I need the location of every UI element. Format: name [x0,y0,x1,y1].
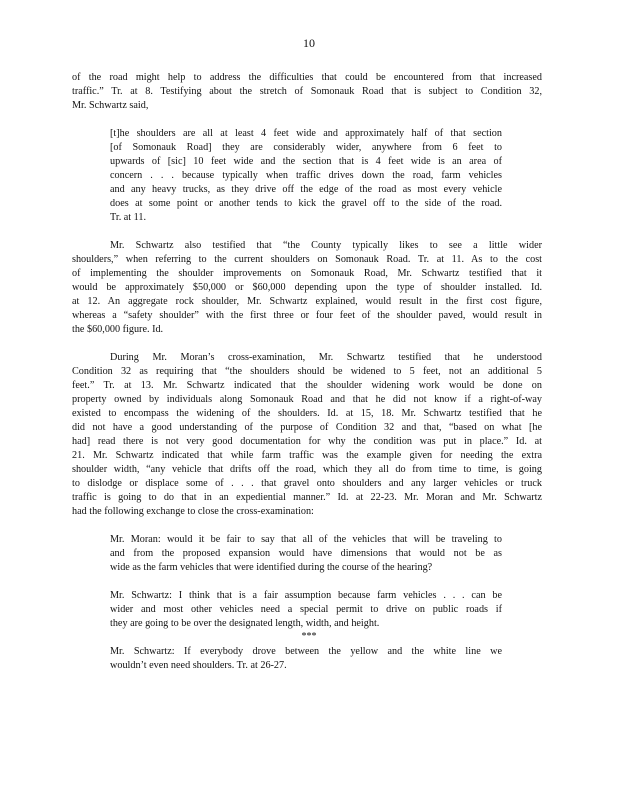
page-number: 10 [303,36,315,50]
section-break-asterisks: *** [301,631,317,642]
body-text-line: property owned by individuals along Somonauk Road and that he did not know if a right-of-way [72,394,542,405]
block-quote-line: they are going to be over the designated length, width, and height. [110,618,380,629]
block-quote-line: does at some point or another tends to kick the gravel off to the side of the road. [110,198,502,209]
body-text-line: at 12. An aggregate rock shoulder, Mr. Schwartz explained, would result in the first cost figure, [72,296,542,307]
block-quote-line: wouldn’t even need shoulders. Tr. at 26-27. [110,660,287,671]
body-text-line: During Mr. Moran’s cross-examination, Mr. Schwartz testified that he understood [110,352,542,363]
body-text-line: feet.” Tr. at 13. Mr. Schwartz indicated that the shoulder widening work would be done on [72,380,542,391]
body-text-line: Mr. Schwartz said, [72,100,149,111]
body-text-line: would be approximately $50,000 or $60,000 depending upon the type of shoulder installed. Id. [72,282,542,293]
block-quote-line: Tr. at 11. [110,212,147,223]
body-text-line: shoulders,” when referring to the current shoulders on Somonauk Road. Tr. at 11. As to the cost [72,254,542,265]
block-quote-line: wide as the farm vehicles that were identified during the course of the hearing? [110,562,433,573]
body-text-line: traffic is going to do that in an expediential manner.” Id. at 22-23. Mr. Moran and Mr. Schwartz [72,492,542,503]
body-text-line: had the following exchange to close the cross-examination: [72,506,314,517]
block-quote-line: [t]he shoulders are all at least 4 feet wide and approximately half of that section [110,128,502,139]
body-text-line: had] read there is not very good documentation for why the condition was put in place.” Id. at [72,436,542,447]
block-quote-line: wider and most other vehicles need a special permit to drive on public roads if [110,604,502,615]
block-quote-line: Mr. Moran: would it be fair to say that all of the vehicles that will be traveling to [110,534,502,545]
body-text-line: Mr. Schwartz also testified that “the County typically likes to see a little wider [110,240,542,251]
body-text-line: of the road might help to address the difficulties that could be encountered from that increased [72,72,542,83]
block-quote-line: concern . . . because typically when traffic drives down the road, farm vehicles [110,170,502,181]
block-quote-line: and any heavy trucks, as they drive off the edge of the road as most every vehicle [110,184,502,195]
block-quote-line: and from the proposed expansion would have dimensions that would not be as [110,548,502,559]
body-text-line: 21. Mr. Schwartz indicated that while farm traffic was the example given for needing the extra [72,450,542,461]
body-text-line: shoulder width, “any vehicle that drifts off the road, which they all do from time to time, is going [72,464,542,475]
body-text-line: traffic.” Tr. at 8. Testifying about the stretch of Somonauk Road that is subject to Condition 32, [72,86,542,97]
body-text-line: Condition 32 as requiring that “the shoulders should be widened to 5 feet, not an additional 5 [72,366,542,377]
block-quote-line: Mr. Schwartz: I think that is a fair assumption because farm vehicles . . . can be [110,590,502,601]
block-quote-line: [of Somonauk Road] they are considerably wider, anywhere from 6 feet to [110,142,502,153]
body-text-line: the $60,000 figure. Id. [72,324,164,335]
body-text-line: whereas a “safety shoulder” with the first three or four feet of the shoulder paved, would result in [72,310,542,321]
body-text-line: did not have a good understanding of the purpose of Condition 32 and that, “based on what [he [72,422,542,433]
block-quote-line: upwards of [sic] 10 feet wide and the section that is 4 feet wide is an area of [110,156,502,167]
body-text-line: existed to encompass the widening of the shoulders. Id. at 15, 18. Mr. Schwartz testified that he [72,408,542,419]
block-quote-line: Mr. Schwartz: If everybody drove between the yellow and the white line we [110,646,502,657]
body-text-line: of implementing the shoulder improvements on Somonauk Road, Mr. Schwartz testified that it [72,268,542,279]
body-text-line: to dislodge or displace some of . . . that gravel onto shoulders and any larger vehicles or truck [72,478,542,489]
